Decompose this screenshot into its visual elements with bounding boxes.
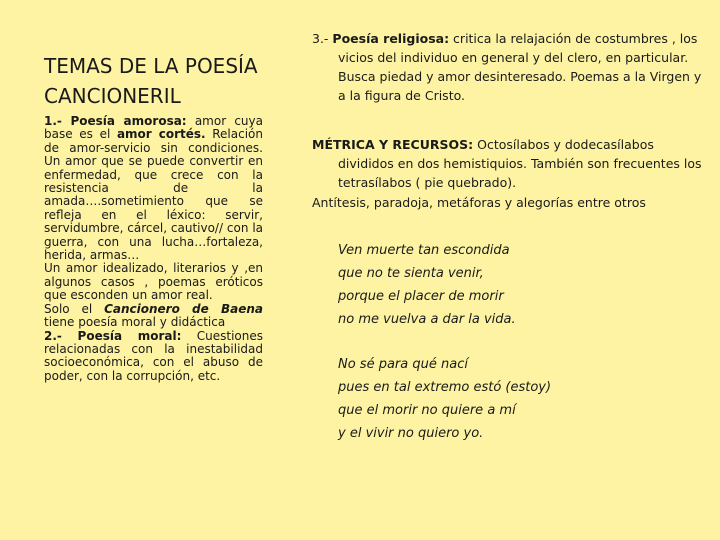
- poem-line: que el morir no quiere a mí: [338, 403, 516, 418]
- poem-line: y el vivir no quiero yo.: [338, 426, 484, 441]
- left-column: [44, 115, 263, 383]
- poem-excerpt-2: [338, 353, 638, 445]
- right-column: [312, 29, 707, 212]
- poem-line: pues en tal extremo estó (estoy): [338, 380, 552, 395]
- religious-poetry-text: critica la relajación de costumbres , los vicios del individuo en general y del clero, en particular. Busca piedad y amor desinteresado. Poemas a la Virgen y a la figura de Cristo.: [338, 31, 702, 103]
- poem-line: Ven muerte tan escondida: [338, 243, 510, 258]
- moral-poetry-paragraph: [44, 330, 263, 384]
- title-line-1: TEMAS DE LA POESÍA: [44, 54, 258, 78]
- baena-text-b: tiene poesía moral y didáctica: [44, 315, 226, 330]
- poem-excerpt-1: [338, 239, 638, 331]
- poem-line: porque el placer de morir: [338, 289, 504, 304]
- poem-line: que no te sienta venir,: [338, 266, 484, 281]
- religious-poetry-number: 3.-: [312, 31, 333, 46]
- religious-poetry-label: Poesía religiosa:: [332, 31, 450, 46]
- metrics-paragraph: [312, 135, 707, 192]
- idealized-love-paragraph: Un amor idealizado, literarios y ,en algunos casos , poemas eróticos que esconden un amor real.: [44, 261, 263, 303]
- baena-text-a: Solo el: [44, 301, 105, 316]
- baena-paragraph: [44, 303, 263, 330]
- religious-poetry-paragraph: [312, 29, 707, 105]
- page-title: [44, 51, 284, 111]
- metrics-text: Octosílabos y dodecasílabos divididos en dos hemistiquios. También son frecuentes los tetrasílabos ( pie quebrado).: [338, 137, 702, 190]
- moral-poetry-text: Cuestiones relacionadas con la inestabilidad socioeconómica, con el abuso de poder, con la corrupción, etc.: [44, 328, 264, 383]
- poem-line: no me vuelva a dar la vida.: [338, 312, 516, 327]
- love-poetry-text-b: Relación de amor-servicio sin condiciones. Un amor que se puede convertir en enfermedad, que crece con la resistencia de la amada….sometimiento que se refleja en el léxico: servir, servidumbre, cárcel, cautivo// con la guerra, con una lucha…fortaleza, herida, armas…: [44, 127, 264, 263]
- poem-line: No sé para qué nací: [338, 357, 468, 372]
- love-poetry-text-a: amor cuya base es el: [44, 114, 263, 142]
- baena-title: Cancionero de Baena: [104, 301, 264, 316]
- courtly-love-term: amor cortés.: [116, 127, 206, 142]
- metrics-label: MÉTRICA Y RECURSOS:: [312, 137, 474, 152]
- moral-poetry-label: 2.- Poesía moral:: [44, 328, 182, 343]
- rhetoric-resources-paragraph: Antítesis, paradoja, metáforas y alegorías entre otros: [312, 195, 646, 210]
- love-poetry-label: 1.- Poesía amorosa:: [44, 114, 187, 128]
- love-poetry-paragraph: [44, 115, 263, 262]
- title-line-2: CANCIONERIL: [44, 84, 181, 108]
